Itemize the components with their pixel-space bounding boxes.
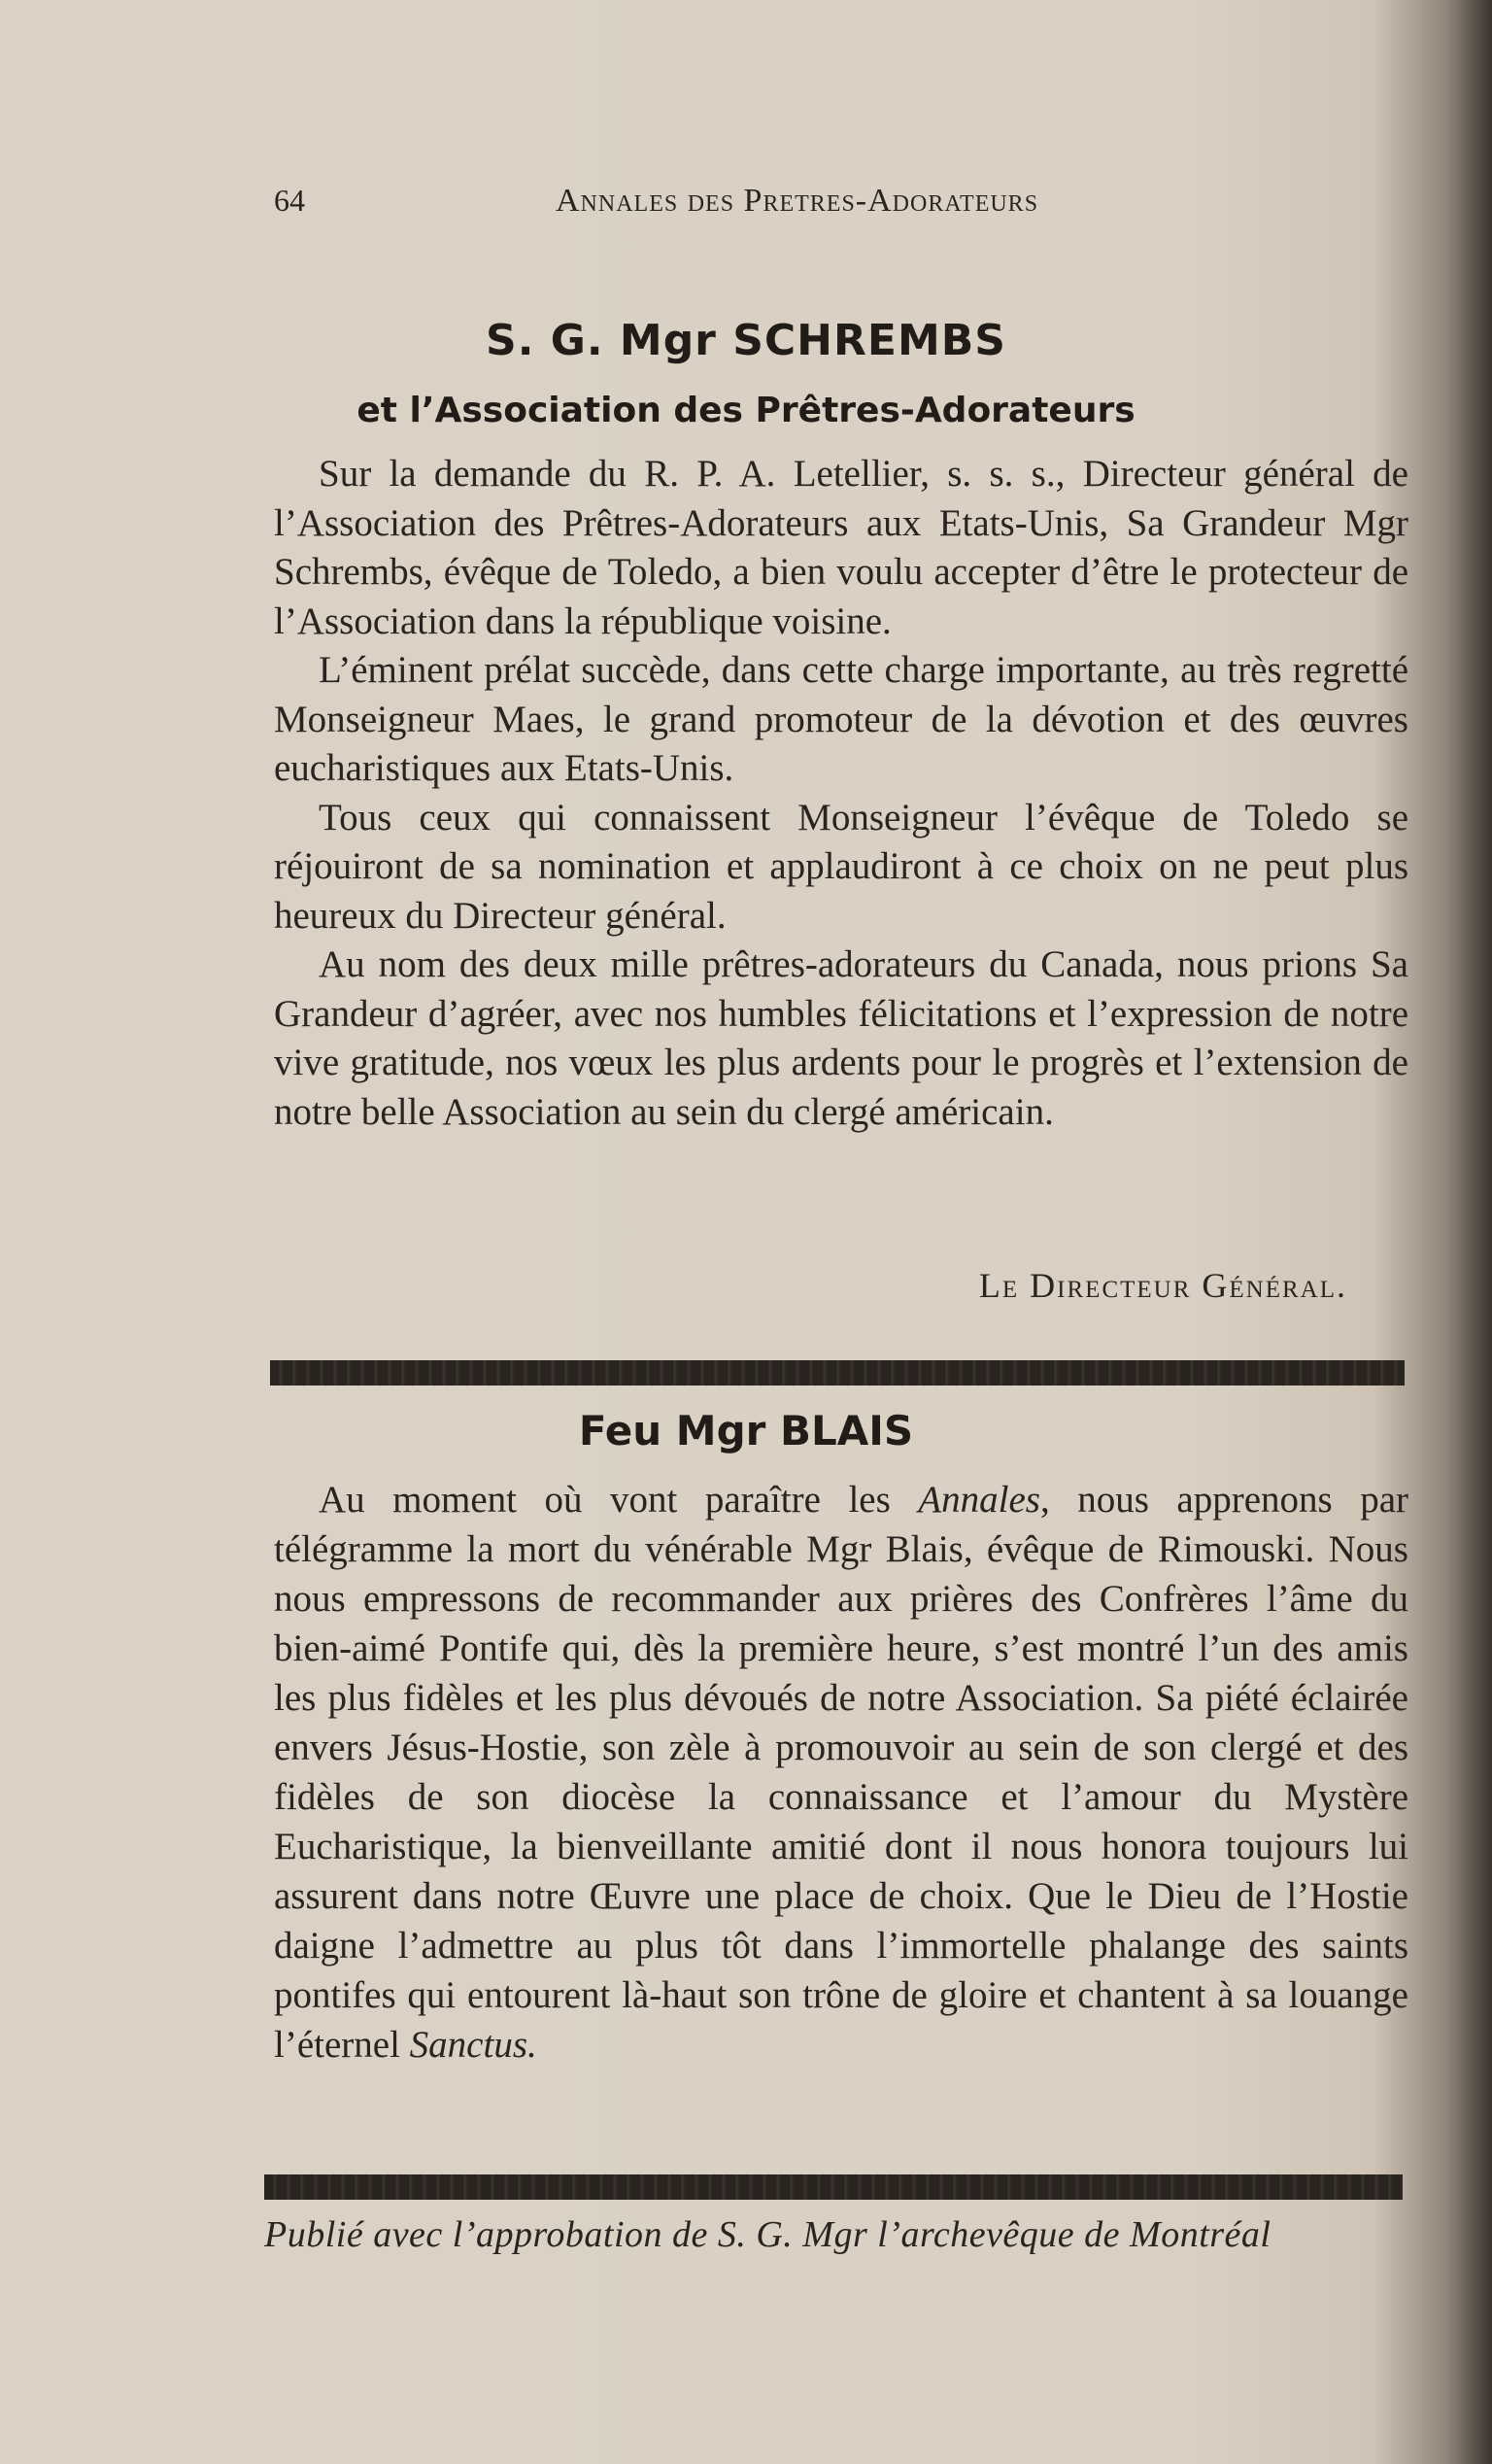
article2-title: Feu Mgr BLAIS: [578, 1407, 914, 1454]
article1-title: S. G. Mgr SCHREMBS: [486, 316, 1006, 365]
article1-paragraph: L’éminent prélat succède, dans cette charge importante, au très regretté Monseigneur Maes, le grand promoteur de la dévotion et des œuvres eucharistiques aux Etats-Unis.: [274, 649, 1408, 789]
article2-text-main: , nous apprenons par télégramme la mort du vénérable Mgr Blais, évêque de Rimouski. Nous nous empressons de recommander aux prières des Confrères l’âme du bien-aimé Pontife qui, dès la première heure, s’est montré l’un des amis les plus fidèles et les plus dévoués de notre Association. Sa piété éclairée envers Jésus-Hostie, son zèle à promouvoir au sein de son clergé et des fidèles de son diocèse la connaissance et l’amour du Mystère Eucharistique, la bienveillante amitié dont il nous honora toujours lui assurent dans notre Œuvre une place de choix. Que le Dieu de l’Hostie daigne l’admettre au plus tôt dans l’immortelle phalange des saints pontifes qui entourent là-haut son trône de gloire et chantent à sa louange l’éternel: [274, 1479, 1408, 2066]
running-head: Annales des Pretres-Adorateurs: [556, 183, 1039, 219]
page-header: [274, 183, 1342, 231]
article1-paragraph: Tous ceux qui connaissent Monseigneur l’évêque de Toledo se réjouiront de sa nomination et applaudiront à ce choix on ne peut plus heureux du Directeur général.: [274, 796, 1408, 937]
section-divider: [270, 1360, 1405, 1386]
imprint-line: Publié avec l’approbation de S. G. Mgr l’archevêque de Montréal: [264, 2214, 1272, 2255]
article1-paragraph: Au nom des deux mille prêtres-adorateurs du Canada, nous prions Sa Grandeur d’agréer, avec nos humbles félicitations et l’expression de notre vive gratitude, nos vœux les plus ardents pour le progrès et l’extension de notre belle Association au sein du clergé américain.: [274, 943, 1408, 1133]
footer-divider: [264, 2174, 1403, 2200]
article1-subtitle: et l’Association des Prêtres-Adorateurs: [356, 391, 1136, 430]
page-number: 64: [274, 183, 305, 218]
annales-italic: Annales: [918, 1479, 1040, 1521]
article1-body: [274, 450, 1408, 1137]
article2-paragraph: [274, 1475, 1408, 2070]
article2-text-start: Au moment où vont paraître les: [319, 1479, 919, 1521]
article1-paragraph: Sur la demande du R. P. A. Letellier, s. s. s., Directeur général de l’Association des Prêtres-Adorateurs aux Etats-Unis, Sa Grandeur Mgr Schrembs, évêque de Toledo, a bien voulu accepter d’être le protecteur de l’Association dans la république voisine.: [274, 453, 1408, 642]
article1-signature: Le Directeur Général.: [978, 1266, 1347, 1305]
article2-body: [274, 1475, 1408, 2070]
sanctus-italic: Sanctus.: [409, 2024, 537, 2066]
